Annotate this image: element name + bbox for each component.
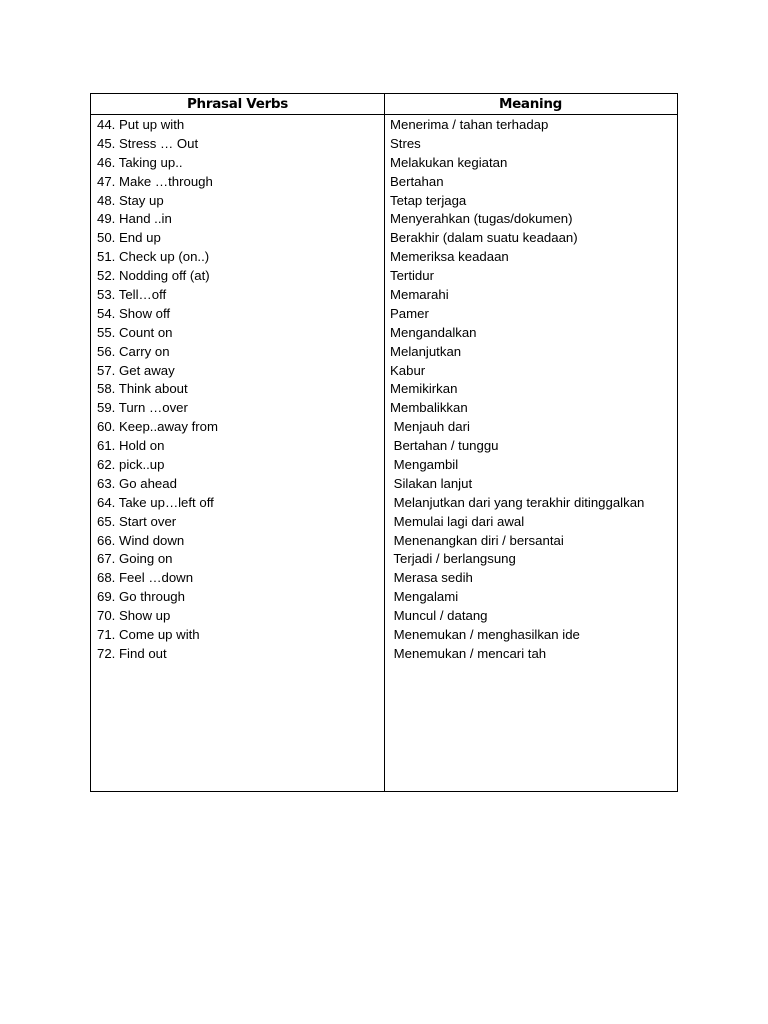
phrasal-verbs-column: [97, 116, 381, 664]
phrasal-verb-cell: 55. Count on: [97, 324, 173, 340]
meaning-cell: Muncul / datang: [390, 608, 488, 624]
meaning-cell: Menjauh dari: [390, 419, 470, 435]
phrasal-verb-cell: 54. Show off: [97, 305, 171, 321]
meaning-cell: Mengandalkan: [390, 324, 477, 340]
header-meaning: Meaning: [498, 96, 563, 112]
meaning-cell: Menenangkan diri / bersantai: [390, 532, 564, 548]
meaning-cell: Pamer: [390, 305, 429, 321]
meaning-cell: Memarahi: [390, 287, 449, 303]
phrasal-verb-cell: 56. Carry on: [97, 343, 170, 359]
meaning-column: [390, 116, 676, 664]
phrasal-verb-cell: 51. Check up (on..): [97, 249, 210, 265]
phrasal-verb-cell: 61. Hold on: [97, 438, 165, 454]
meaning-cell: Berakhir (dalam suatu keadaan): [390, 230, 578, 246]
phrasal-verb-cell: 62. pick..up: [97, 457, 165, 473]
phrasal-verb-cell: 72. Find out: [97, 645, 167, 661]
meaning-cell: Memeriksa keadaan: [390, 249, 509, 265]
phrasal-verb-cell: 69. Go through: [97, 589, 185, 605]
meaning-cell: Bertahan / tunggu: [390, 438, 499, 454]
column-divider: [384, 94, 385, 791]
meaning-cell: Tetap terjaga: [390, 192, 467, 208]
meaning-cell: Menemukan / mencari tah: [390, 645, 547, 661]
meaning-cell: Kabur: [390, 362, 426, 378]
phrasal-verb-cell: 64. Take up…left off: [97, 494, 214, 510]
meaning-cell: Tertidur: [390, 268, 434, 284]
header-phrasal-verbs: Phrasal Verbs: [186, 96, 289, 112]
phrasal-verb-cell: 47. Make …through: [97, 173, 213, 189]
phrasal-verb-cell: 48. Stay up: [97, 192, 164, 208]
phrasal-verb-cell: 44. Put up with: [97, 117, 185, 132]
phrasal-verb-cell: 57. Get away: [97, 362, 175, 378]
meaning-cell: Menemukan / menghasilkan ide: [390, 627, 580, 643]
meaning-cell: Silakan lanjut: [390, 475, 473, 491]
meaning-cell: Melanjutkan: [390, 343, 462, 359]
meaning-cell: Memikirkan: [390, 381, 458, 397]
phrasal-verb-cell: 66. Wind down: [97, 532, 185, 548]
meaning-cell: Mengalami: [390, 589, 459, 605]
meaning-cell: Menyerahkan (tugas/dokumen): [390, 211, 573, 227]
meaning-cell: Melakukan kegiatan: [390, 154, 508, 170]
meaning-cell: Menerima / tahan terhadap: [390, 117, 549, 132]
phrasal-verb-cell: 70. Show up: [97, 608, 171, 624]
phrasal-verb-cell: 67. Going on: [97, 551, 173, 567]
phrasal-verb-cell: 45. Stress … Out: [97, 135, 199, 151]
phrasal-verb-cell: 68. Feel …down: [97, 570, 194, 586]
meaning-cell: Stres: [390, 135, 421, 151]
phrasal-verb-cell: 59. Turn …over: [97, 400, 188, 416]
meaning-cell: Melanjutkan dari yang terakhir ditinggalkan: [390, 494, 645, 510]
meaning-cell: Membalikkan: [390, 400, 468, 416]
phrasal-verb-cell: 52. Nodding off (at): [97, 268, 210, 284]
phrasal-verb-cell: 58. Think about: [97, 381, 188, 397]
phrasal-verb-cell: 50. End up: [97, 230, 161, 246]
phrasal-verb-cell: 65. Start over: [97, 513, 177, 529]
meaning-cell: Mengambil: [390, 457, 459, 473]
phrasal-verb-cell: 53. Tell…off: [97, 287, 167, 303]
meaning-cell: Terjadi / berlangsung: [390, 551, 516, 567]
phrasal-verb-cell: 71. Come up with: [97, 627, 200, 643]
meaning-cell: Bertahan: [390, 173, 444, 189]
phrasal-verb-cell: 46. Taking up..: [97, 154, 183, 170]
meaning-cell: Memulai lagi dari awal: [390, 513, 525, 529]
phrasal-verb-cell: 63. Go ahead: [97, 475, 177, 491]
table-header-row: [91, 94, 677, 115]
phrasal-verb-cell: 49. Hand ..in: [97, 211, 172, 227]
meaning-cell: Merasa sedih: [390, 570, 473, 586]
phrasal-verb-cell: 60. Keep..away from: [97, 419, 218, 435]
phrasal-verbs-table: [90, 93, 678, 792]
